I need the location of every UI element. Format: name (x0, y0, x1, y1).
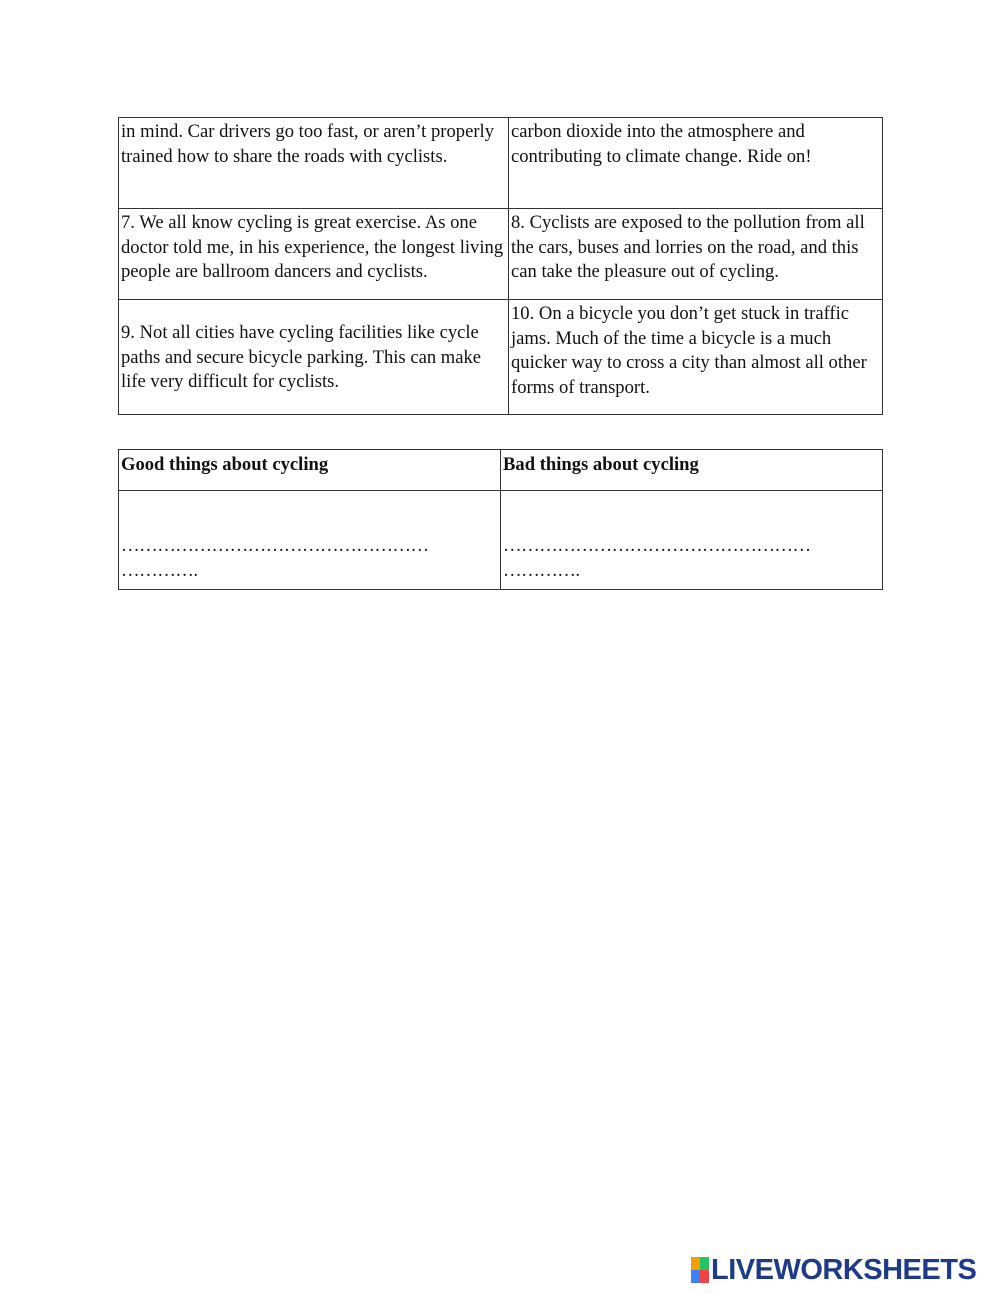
passages-table (118, 117, 883, 415)
table-row (119, 118, 883, 209)
table-header-row (119, 450, 883, 491)
answer-line: …………. (503, 559, 580, 581)
logo-square (691, 1270, 700, 1283)
logo-square (700, 1257, 709, 1270)
table-row (119, 300, 883, 415)
answer-line: …………………………………………… (121, 535, 429, 556)
sorting-table (118, 449, 883, 590)
answer-line: …………. (121, 559, 198, 581)
passage-cell: carbon dioxide into the atmosphere and contributing to climate change. Ride on! (509, 118, 883, 209)
table-row (119, 491, 883, 590)
passage-8: 8. Cyclists are exposed to the pollution from all the cars, buses and lorries on the road, and this can take the pleasure out of cycling. (509, 209, 883, 300)
liveworksheets-brand (691, 1254, 976, 1286)
table-row (119, 209, 883, 300)
brand-name: LIVEWORKSHEETS (711, 1253, 977, 1286)
good-things-header: Good things about cycling (119, 450, 501, 491)
bad-things-header: Bad things about cycling (501, 450, 883, 491)
answer-line: …………………………………………… (503, 535, 811, 556)
logo-square (700, 1270, 709, 1283)
passage-7: 7. We all know cycling is great exercise. As one doctor told me, in his experience, the longest living people are ballroom dancers and cyclists. (119, 209, 509, 300)
good-things-answer-field[interactable] (119, 491, 501, 590)
liveworksheets-logo-icon (691, 1257, 709, 1283)
logo-square (691, 1257, 700, 1270)
passage-cell: in mind. Car drivers go too fast, or aren’t properly trained how to share the roads with cyclists. (119, 118, 509, 209)
passage-10: 10. On a bicycle you don’t get stuck in traffic jams. Much of the time a bicycle is a much quicker way to cross a city than almost all other forms of transport. (509, 300, 883, 415)
passage-9: 9. Not all cities have cycling facilities like cycle paths and secure bicycle parking. This can make life very difficult for cyclists. (119, 300, 509, 415)
bad-things-answer-field[interactable] (501, 491, 883, 590)
